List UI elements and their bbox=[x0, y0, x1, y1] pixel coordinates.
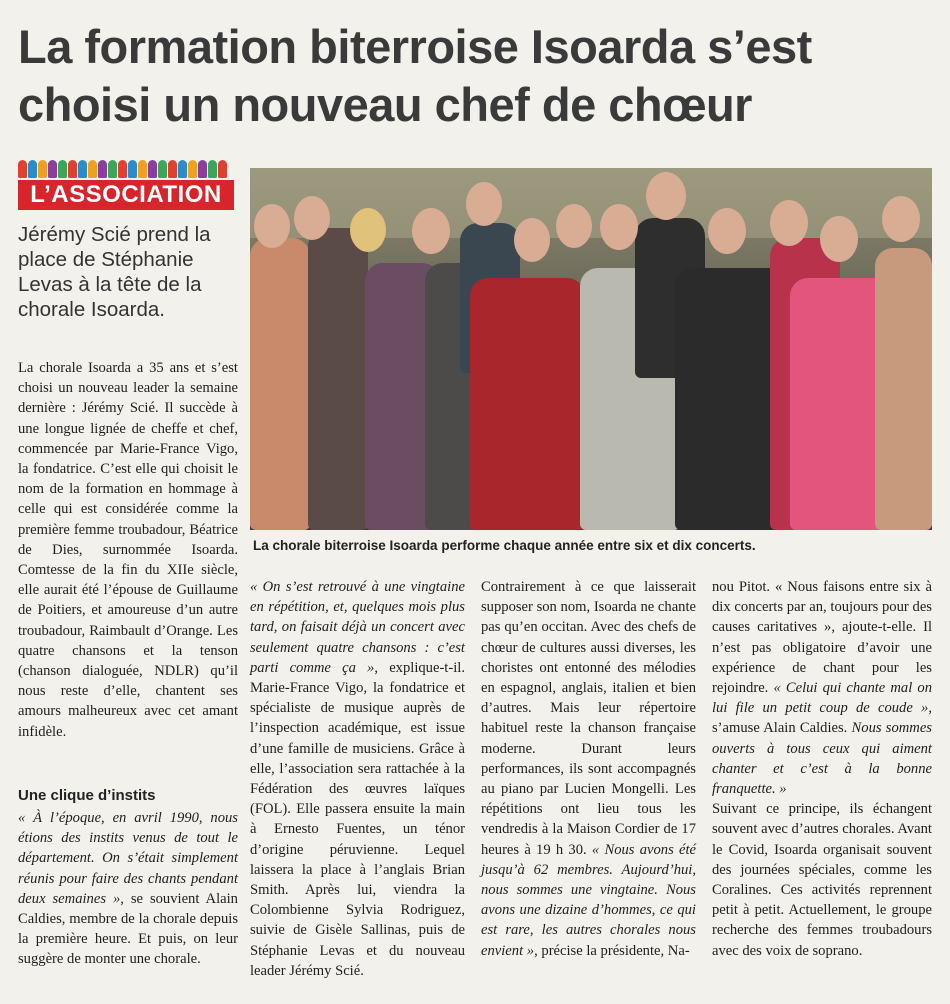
article-deck: Jérémy Scié prend la place de Stéphanie Levas à la tête de la chorale Isoarda. bbox=[18, 223, 211, 321]
quote: Nous sommes ouverts à tous ceux qui aiment chanter et c’est à la bonne franquette. » bbox=[712, 720, 932, 798]
headline: La formation biterroise Isoarda s’est choisi un nouveau chef de chœur bbox=[18, 20, 812, 131]
column-2 bbox=[250, 577, 465, 981]
section-kicker bbox=[18, 160, 234, 212]
kicker-label: L’ASSOCIATION bbox=[18, 180, 234, 210]
column-1-intro bbox=[18, 358, 238, 742]
kicker-crowd-illustration bbox=[18, 160, 234, 182]
paragraph: La chorale Isoarda a 35 ans et s’est choisi un nouveau leader la semaine dernière : Jérémy Scié. Il succède à une longue lignée de cheffe et chef, commencée par Marie-France Vigo, la fondatrice. C’est elle qui choisit le nom de la formation en hommage à celle qui est considérée comme la première femme troubadour, Béatrice de Dies, surnommée Isoarda. Comtesse de la fin du XIIe siècle, elle aurait été l’épouse de Guillaume de Poitiers, et amoureuse d’un autre troubadour, Raimbault d’Orange. Les quatre chansons et la tenson (chanson dialoguée, NDLR) qu’il nous reste d’elle, chantent ses amours malheureux avec cet amant infidèle. bbox=[18, 360, 238, 740]
paragraph: , s’amuse Alain Caldies. bbox=[712, 700, 932, 737]
paragraph: , se souvient Alain Caldies, membre de la chorale depuis la première heure. Et puis, on leur suggère de monter une chorale. bbox=[18, 890, 238, 968]
paragraph: , précise la présidente, Na- bbox=[534, 942, 690, 959]
quote: « À l’époque, en avril 1990, nous étions des instits venus de tout le département. On s’était simplement réunis pour faire des chants pendant deux semaines » bbox=[18, 810, 238, 907]
subheading: Une clique d’instits bbox=[18, 787, 156, 804]
column-1-continued bbox=[18, 808, 238, 970]
paragraph: Suivant ce principe, ils échangent souvent avec d’autres chorales. Avant le Covid, Isoarda organisait souvent des journées spéciales, comme les Coralines. Ces activités reprennent petit à petit. Actuellement, le groupe recherche des femmes troubadours avec des voix de soprano. bbox=[712, 801, 932, 959]
quote: « Nous avons été jusqu’à 62 membres. Aujourd’hui, nous sommes une vingtaine. Nous avons une dizaine d’hommes, ce qui est rare, les autres chorales nous envient » bbox=[481, 841, 697, 959]
paragraph: Contrairement à ce que laisserait supposer son nom, Isoarda ne chante pas qu’en occitan. Avec des chefs de chœur de cultures aussi diverses, les choristes ont entonné des mélodies en espagnol, anglais, italien et bien d’autres. Mais leur répertoire habituel reste la chanson française moderne. Durant leurs performances, ils sont accompagnés au piano par Lucien Mongelli. Les répétitions ont lieu tous les vendredis à la Maison Cordier de 17 heures à 19 h 30. bbox=[481, 579, 696, 858]
choir-group-photo bbox=[250, 168, 932, 530]
column-3 bbox=[481, 577, 696, 961]
quote: « On s’est retrouvé à une vingtaine en répétition, et, quelques mois plus tard, on faisait déjà un concert avec seulement quatre chansons : c’est parti comme ça » bbox=[250, 579, 465, 676]
photo-caption: La chorale biterroise Isoarda performe chaque année entre six et dix concerts. bbox=[253, 538, 756, 553]
quote: « Celui qui chante mal on lui file un petit coup de coude » bbox=[712, 680, 932, 717]
paragraph: nou Pitot. « Nous faisons entre six à dix concerts par an, toujours pour des causes caritatives », ajoute-t-elle. Il n’est pas obligatoire d’avoir une expérience de chant pour les rejoindre. bbox=[712, 579, 932, 697]
column-4 bbox=[712, 577, 932, 961]
paragraph: , explique-t-il. Marie-France Vigo, la fondatrice et spécialiste de musique auprès de l’inspection académique, est issue d’une famille de musiciens. Grâce à elle, l’association sera rattachée à la Fédération des œuvres laïques (FOL). Elle passera ensuite la main à Ernesto Fuentes, un ténor d’origine péruvienne. Lequel laissera la place à l’anglais Brian Smith. Après lui, viendra la Colombienne Sylvia Rodriguez, suivie de Gisèle Sallinas, puis de Stéphanie Levas et du nouveau leader Jérémy Scié. bbox=[250, 659, 465, 979]
